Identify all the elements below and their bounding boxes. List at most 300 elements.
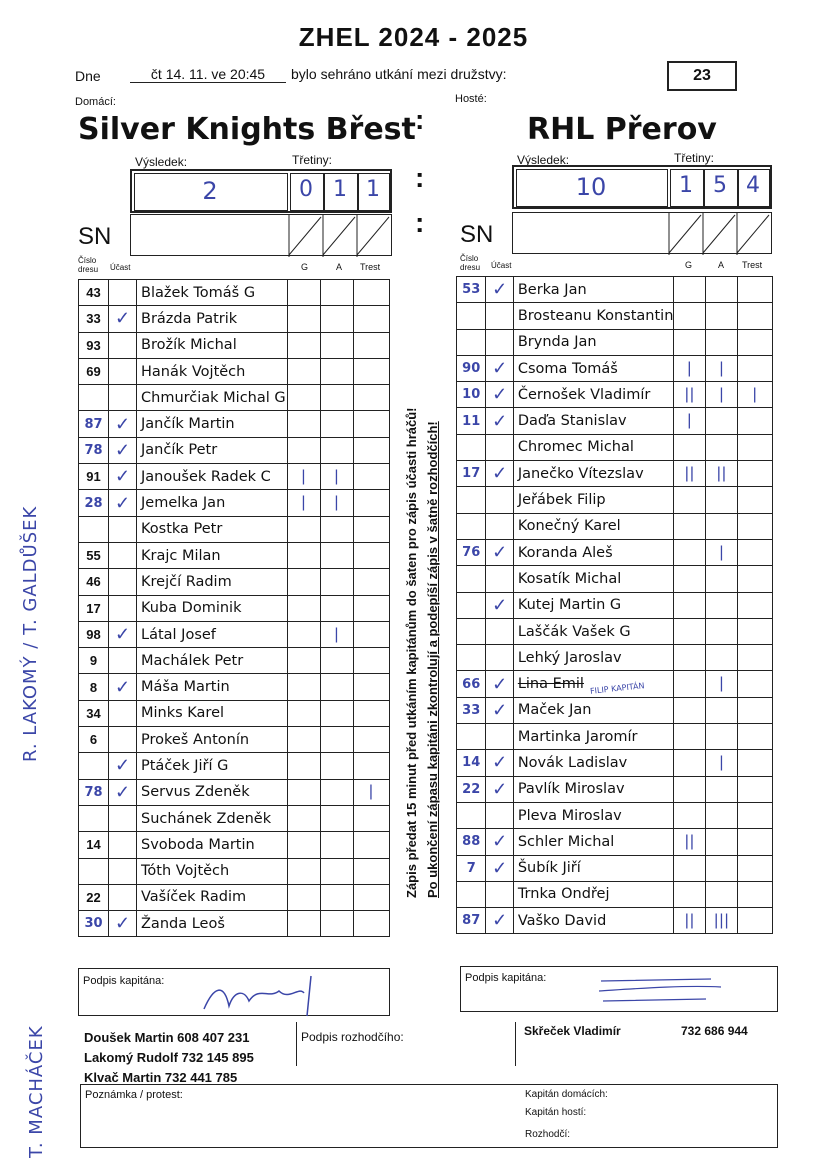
home-player-row — [79, 437, 390, 463]
goals-tally — [674, 566, 706, 592]
player-number: 33 — [79, 306, 109, 332]
goals-tally — [674, 592, 706, 618]
away-player-row — [457, 277, 773, 303]
assists-tally — [706, 776, 738, 802]
player-name: Blažek Tomáš G — [137, 280, 288, 306]
home-result-label: Výsledek: — [135, 155, 188, 169]
goals-tally — [288, 911, 321, 937]
referee-line: Lakomý Rudolf 732 145 895 — [84, 1050, 254, 1065]
goals-tally — [288, 858, 321, 884]
away-col-ucast: Účast — [491, 261, 512, 270]
attendance-mark: ✓ — [109, 621, 137, 647]
player-number: 17 — [79, 595, 109, 621]
margin-note-upper: R. LAKOMÝ / T. GALDŮŠEK — [20, 505, 41, 762]
goals-tally — [674, 329, 706, 355]
player-name: Martinka Jaromír — [513, 724, 674, 750]
home-player-row — [79, 674, 390, 700]
assists-tally — [706, 434, 738, 460]
assists-tally — [706, 829, 738, 855]
goals-tally — [288, 727, 321, 753]
player-name: Svoboda Martin — [137, 832, 288, 858]
assists-tally — [706, 487, 738, 513]
attendance-mark — [486, 434, 513, 460]
player-number: 14 — [457, 750, 486, 776]
goals-tally — [288, 542, 321, 568]
away-player-row — [457, 750, 773, 776]
player-name: Konečný Karel — [513, 513, 674, 539]
player-number: 78 — [79, 437, 109, 463]
home-player-row — [79, 595, 390, 621]
home-player-row — [79, 464, 390, 490]
penalty-tally — [738, 829, 773, 855]
penalty-tally — [738, 645, 773, 671]
player-name: Servus Zdeněk — [137, 779, 288, 805]
penalty-tally — [354, 569, 390, 595]
penalty-tally — [738, 277, 773, 303]
home-col-g: G — [301, 262, 309, 272]
home-player-row — [79, 306, 390, 332]
penalty-tally — [738, 671, 773, 697]
assists-tally — [706, 881, 738, 907]
penalty-tally — [738, 697, 773, 723]
player-number — [79, 385, 109, 411]
player-name: Brožík Michal — [137, 332, 288, 358]
away-player-row — [457, 645, 773, 671]
penalty-tally — [738, 750, 773, 776]
player-name: Chmurčiak Michal G — [137, 385, 288, 411]
player-name: Jančík Martin — [137, 411, 288, 437]
attendance-mark: ✓ — [486, 539, 513, 565]
home-period-2: 1 — [333, 177, 347, 202]
player-name: Černošek Vladimír — [513, 382, 674, 408]
player-number: 76 — [457, 539, 486, 565]
penalty-tally — [738, 487, 773, 513]
penalty-tally — [738, 539, 773, 565]
goals-tally — [674, 303, 706, 329]
player-name: Minks Karel — [137, 700, 288, 726]
penalty-tally — [354, 411, 390, 437]
goals-tally — [288, 884, 321, 910]
away-period-2: 5 — [713, 173, 727, 198]
player-name: Machálek Petr — [137, 648, 288, 674]
player-number — [457, 434, 486, 460]
note-box — [80, 1084, 778, 1148]
player-number: 88 — [457, 829, 486, 855]
away-col-cislo: Číslo dresu — [460, 254, 481, 272]
attendance-mark — [486, 566, 513, 592]
attendance-mark: ✓ — [109, 779, 137, 805]
assists-tally — [706, 855, 738, 881]
penalty-tally — [738, 855, 773, 881]
goals-tally — [288, 306, 321, 332]
player-number: 91 — [79, 464, 109, 490]
assists-tally: | — [706, 671, 738, 697]
home-player-row — [79, 727, 390, 753]
assists-tally — [706, 329, 738, 355]
home-player-row — [79, 884, 390, 910]
attendance-mark — [109, 648, 137, 674]
penalty-tally — [738, 908, 773, 934]
attendance-mark — [109, 858, 137, 884]
player-name: Vašíček Radim — [137, 884, 288, 910]
attendance-mark: ✓ — [109, 306, 137, 332]
player-number: 8 — [79, 674, 109, 700]
away-col-g: G — [685, 260, 693, 270]
player-number: 43 — [79, 280, 109, 306]
player-number: 46 — [79, 569, 109, 595]
player-name: Berka Jan — [513, 277, 674, 303]
assists-tally: | — [321, 621, 354, 647]
home-player-row — [79, 700, 390, 726]
player-number: 9 — [79, 648, 109, 674]
away-player-row — [457, 408, 773, 434]
goals-tally — [288, 437, 321, 463]
date-label: Dne — [75, 68, 101, 84]
assists-tally: ||| — [706, 908, 738, 934]
player-name: Kostka Petr — [137, 516, 288, 542]
home-captain-sig-label: Podpis kapitána: — [83, 975, 165, 987]
player-number — [457, 645, 486, 671]
player-number: 93 — [79, 332, 109, 358]
home-col-trest: Trest — [360, 262, 381, 272]
goals-tally — [288, 805, 321, 831]
referee-label: Rozhodčí: — [525, 1129, 571, 1140]
assists-tally — [321, 385, 354, 411]
assists-tally — [321, 858, 354, 884]
player-name: Brázda Patrik — [137, 306, 288, 332]
player-number: 11 — [457, 408, 486, 434]
player-name: Kuba Dominik — [137, 595, 288, 621]
goals-tally — [288, 700, 321, 726]
home-player-row — [79, 411, 390, 437]
player-number — [79, 753, 109, 779]
player-name: Maček Jan — [513, 697, 674, 723]
attendance-mark — [486, 881, 513, 907]
away-player-row — [457, 303, 773, 329]
home-player-row — [79, 832, 390, 858]
goals-tally — [288, 779, 321, 805]
goals-tally — [674, 671, 706, 697]
home-player-row — [79, 779, 390, 805]
away-captain-sig-box — [460, 966, 778, 1012]
player-number: 90 — [457, 355, 486, 381]
player-name: Laščák Vašek G — [513, 618, 674, 644]
captain-away-label: Kapitán hostí: — [525, 1107, 587, 1118]
away-col-a: A — [718, 260, 725, 270]
home-player-row — [79, 385, 390, 411]
date-value: čt 14. 11. ve 20:45 — [130, 66, 286, 83]
home-captain-sig-box — [78, 968, 390, 1016]
assists-tally — [321, 306, 354, 332]
goals-tally — [674, 881, 706, 907]
attendance-mark: ✓ — [486, 277, 513, 303]
player-name: Máša Martin — [137, 674, 288, 700]
attendance-mark — [109, 595, 137, 621]
player-name: Pavlík Miroslav — [513, 776, 674, 802]
penalty-tally — [738, 408, 773, 434]
assists-tally — [706, 697, 738, 723]
penalty-tally — [738, 802, 773, 828]
player-number: 6 — [79, 727, 109, 753]
attendance-mark — [109, 700, 137, 726]
home-period-1: 0 — [299, 177, 313, 202]
attendance-mark: ✓ — [109, 464, 137, 490]
player-name: Daďa Stanislav — [513, 408, 674, 434]
player-name: Lina Emil — [513, 671, 674, 697]
away-period-3: 4 — [746, 173, 760, 198]
goals-tally — [288, 358, 321, 384]
player-number — [79, 858, 109, 884]
player-name: Janečko Vítezslav — [513, 461, 674, 487]
player-number: 14 — [79, 832, 109, 858]
player-number: 10 — [457, 382, 486, 408]
goals-tally: | — [288, 464, 321, 490]
assists-tally — [321, 674, 354, 700]
player-name: Šubík Jiří — [513, 855, 674, 881]
attendance-mark — [486, 802, 513, 828]
player-name: Novák Ladislav — [513, 750, 674, 776]
goals-tally: | — [674, 355, 706, 381]
player-name: Lehký Jaroslav — [513, 645, 674, 671]
attendance-mark — [109, 542, 137, 568]
attendance-mark — [486, 303, 513, 329]
assists-tally — [321, 516, 354, 542]
assists-tally — [706, 592, 738, 618]
penalty-tally — [354, 385, 390, 411]
referee-extra-name: Skřeček Vladimír — [524, 1024, 621, 1038]
player-name: Krajc Milan — [137, 542, 288, 568]
referee-sig-box — [296, 1022, 516, 1066]
goals-tally — [288, 832, 321, 858]
penalty-tally — [738, 776, 773, 802]
assists-tally — [321, 595, 354, 621]
away-captain-signature — [591, 971, 731, 1009]
home-score-box — [130, 169, 392, 213]
assists-tally: | — [706, 750, 738, 776]
player-number: 22 — [79, 884, 109, 910]
player-number — [457, 724, 486, 750]
away-player-row — [457, 382, 773, 408]
goals-tally: || — [674, 382, 706, 408]
player-name: Pleva Miroslav — [513, 802, 674, 828]
player-name: Janoušek Radek C — [137, 464, 288, 490]
captain-home-label: Kapitán domácích: — [525, 1089, 608, 1100]
goals-tally — [288, 595, 321, 621]
colon-divider: : — [415, 162, 425, 193]
page-title: ZHEL 2024 - 2025 — [298, 22, 529, 52]
goals-tally — [674, 697, 706, 723]
attendance-mark: ✓ — [486, 776, 513, 802]
home-label: Domácí: — [75, 96, 116, 108]
goals-tally — [288, 753, 321, 779]
assists-tally: | — [321, 490, 354, 516]
goals-tally: | — [674, 408, 706, 434]
attendance-mark: ✓ — [109, 753, 137, 779]
away-player-row — [457, 592, 773, 618]
penalty-tally — [738, 303, 773, 329]
attendance-mark — [109, 727, 137, 753]
player-name: Schler Michal — [513, 829, 674, 855]
penalty-tally — [354, 648, 390, 674]
goals-tally — [674, 513, 706, 539]
player-number: 28 — [79, 490, 109, 516]
home-player-row — [79, 358, 390, 384]
attendance-mark — [109, 332, 137, 358]
referee-line: Klvač Martin 732 441 785 — [84, 1070, 238, 1085]
player-name: Tóth Vojtěch — [137, 858, 288, 884]
assists-tally — [321, 542, 354, 568]
attendance-mark — [109, 832, 137, 858]
player-number — [79, 516, 109, 542]
player-number — [457, 566, 486, 592]
attendance-mark: ✓ — [109, 674, 137, 700]
attendance-mark: ✓ — [486, 461, 513, 487]
goals-tally — [288, 280, 321, 306]
player-name: Chromec Michal — [513, 434, 674, 460]
assists-tally — [706, 277, 738, 303]
player-number: 53 — [457, 277, 486, 303]
home-sn-box — [130, 214, 392, 256]
center-note-1: Zápis předat 15 minut před utkáním kapitánům do šaten pro zápis účasti hráčů! — [404, 407, 419, 898]
assists-tally: || — [706, 461, 738, 487]
assists-tally — [321, 727, 354, 753]
player-number: 7 — [457, 855, 486, 881]
attendance-mark — [109, 884, 137, 910]
attendance-mark — [486, 724, 513, 750]
goals-tally — [674, 487, 706, 513]
away-label: Hosté: — [455, 93, 487, 105]
away-result-label: Výsledek: — [517, 153, 570, 167]
attendance-mark: ✓ — [486, 908, 513, 934]
attendance-mark — [486, 645, 513, 671]
goals-tally — [674, 724, 706, 750]
assists-tally — [706, 513, 738, 539]
margin-note-lower: T. MACHÁČEK — [26, 1025, 47, 1158]
home-player-row — [79, 516, 390, 542]
player-name: Žanda Leoš — [137, 911, 288, 937]
home-score: 2 — [202, 177, 218, 205]
away-player-row — [457, 461, 773, 487]
home-col-a: A — [336, 262, 343, 272]
attendance-mark — [486, 618, 513, 644]
attendance-mark: ✓ — [486, 855, 513, 881]
goals-tally — [288, 385, 321, 411]
match-number: 23 — [667, 61, 737, 91]
goals-tally — [288, 674, 321, 700]
penalty-tally — [354, 516, 390, 542]
away-col-trest: Trest — [742, 260, 763, 270]
player-name: Jemelka Jan — [137, 490, 288, 516]
referee-extra-phone: 732 686 944 — [681, 1024, 748, 1038]
player-number: 87 — [457, 908, 486, 934]
player-number — [457, 513, 486, 539]
player-number — [457, 592, 486, 618]
assists-tally — [706, 303, 738, 329]
attendance-mark: ✓ — [109, 911, 137, 937]
player-number: 30 — [79, 911, 109, 937]
home-player-row — [79, 542, 390, 568]
penalty-tally — [738, 724, 773, 750]
player-name: Vaško David — [513, 908, 674, 934]
away-player-row — [457, 355, 773, 381]
player-name: Prokeš Antonín — [137, 727, 288, 753]
penalty-tally — [738, 434, 773, 460]
home-player-row — [79, 621, 390, 647]
goals-tally — [674, 776, 706, 802]
home-player-row — [79, 569, 390, 595]
assists-tally — [321, 280, 354, 306]
home-player-row — [79, 280, 390, 306]
penalty-tally — [354, 727, 390, 753]
attendance-mark — [109, 358, 137, 384]
player-name: Jeřábek Filip — [513, 487, 674, 513]
player-name: Hanák Vojtěch — [137, 358, 288, 384]
attendance-mark — [109, 385, 137, 411]
attendance-mark: ✓ — [486, 408, 513, 434]
goals-tally — [674, 750, 706, 776]
attendance-mark: ✓ — [486, 829, 513, 855]
player-name: Csoma Tomáš — [513, 355, 674, 381]
penalty-tally — [738, 566, 773, 592]
penalty-tally — [354, 437, 390, 463]
player-number: 78 — [79, 779, 109, 805]
played-text: bylo sehráno utkání mezi družstvy: — [291, 66, 507, 82]
penalty-tally — [354, 358, 390, 384]
home-col-ucast: Účast — [110, 263, 131, 272]
home-col-cislo: Číslo dresu — [78, 256, 99, 274]
away-player-row — [457, 855, 773, 881]
assists-tally — [321, 700, 354, 726]
penalty-tally — [738, 881, 773, 907]
assists-tally — [321, 911, 354, 937]
player-number: 98 — [79, 621, 109, 647]
penalty-tally — [738, 513, 773, 539]
penalty-tally — [354, 490, 390, 516]
penalty-tally — [354, 542, 390, 568]
player-name: Látal Josef — [137, 621, 288, 647]
assists-tally: | — [706, 539, 738, 565]
goals-tally — [288, 332, 321, 358]
assists-tally — [321, 411, 354, 437]
assists-tally — [321, 805, 354, 831]
away-player-row — [457, 487, 773, 513]
player-number: 87 — [79, 411, 109, 437]
player-number — [457, 881, 486, 907]
colon-divider: : — [415, 104, 425, 135]
home-periods-label: Třetiny: — [292, 153, 333, 167]
player-name: Suchánek Zdeněk — [137, 805, 288, 831]
assists-tally — [706, 566, 738, 592]
home-player-row — [79, 648, 390, 674]
player-number: 69 — [79, 358, 109, 384]
assists-tally: | — [321, 464, 354, 490]
home-player-row — [79, 911, 390, 937]
goals-tally — [674, 855, 706, 881]
center-note-2: Po ukončení zápasu kapitáni zkontrolují a podepíší zápis v šatně rozhodčích! — [425, 421, 440, 898]
player-number — [457, 329, 486, 355]
penalty-tally — [354, 595, 390, 621]
attendance-mark — [109, 805, 137, 831]
goals-tally — [674, 434, 706, 460]
assists-tally — [321, 437, 354, 463]
referee-sig-label: Podpis rozhodčího: — [301, 1030, 404, 1044]
penalty-tally — [738, 355, 773, 381]
goals-tally — [674, 645, 706, 671]
player-number — [457, 487, 486, 513]
player-number: 55 — [79, 542, 109, 568]
penalty-tally — [354, 884, 390, 910]
lina-note: FILIP KAPITÁN — [589, 681, 645, 696]
